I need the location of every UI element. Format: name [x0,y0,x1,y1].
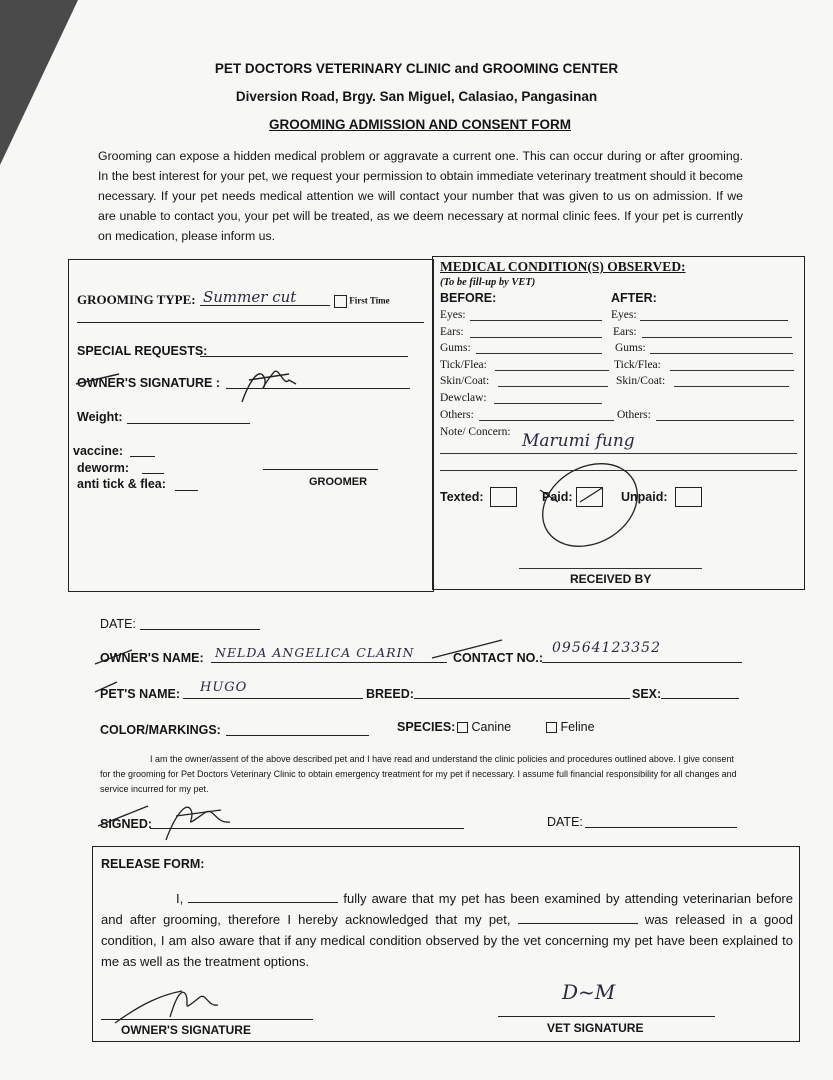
canine-checkbox[interactable] [457,722,468,733]
before-gums-label: Gums: [440,342,471,354]
after-ears-line[interactable] [642,337,792,338]
release-text-c: was released in a good condition, I am also aware that if any medical condition observed by the vet concerning my pet have been explained to me as well as the treatment options. [101,912,793,969]
vet-sig-line[interactable] [498,1016,715,1017]
medical-title: MEDICAL CONDITION(S) OBSERVED: [440,259,686,274]
breed-label: BREED: [366,687,414,701]
first-time-option[interactable] [334,295,390,308]
before-gums-line[interactable] [476,353,602,354]
deworm-line[interactable] [142,473,164,474]
clinic-address: Diversion Road, Brgy. San Miguel, Calasiao, Pangasinan [235,89,598,104]
feline-checkbox[interactable] [546,722,557,733]
received-by-line[interactable] [519,568,702,569]
vet-sig-label: VET SIGNATURE [547,1021,644,1035]
sex-line[interactable] [661,698,739,699]
release-pet-line[interactable] [518,911,638,924]
after-label: AFTER: [611,291,657,305]
clinic-name: PET DOCTORS VETERINARY CLINIC and GROOMING CENTER [214,61,619,76]
grooming-type-value[interactable]: Summer cut [203,288,297,306]
after-ears-label: Ears: [613,326,637,338]
canine-label: Canine [471,720,512,734]
vaccine-label: vaccine: [73,444,124,458]
pet-name-value[interactable]: HUGO [200,680,248,695]
owner-name-label: OWNER'S NAME: [100,651,204,665]
before-tickflea-line[interactable] [495,370,609,371]
after-skincoat-line[interactable] [674,386,789,387]
signed-scribble [96,798,246,848]
note-value[interactable]: Marumi fung [522,431,635,451]
before-skincoat-line[interactable] [498,386,608,387]
vet-initials: D~M [562,980,616,1004]
canine-option[interactable] [457,720,511,734]
after-eyes-label: Eyes: [611,309,637,321]
owner-signature-label: OWNER'S SIGNATURE : [77,376,221,390]
date-line[interactable] [140,629,260,630]
unpaid-label: Unpaid: [621,490,668,504]
scan-shadow [0,0,80,170]
feline-option[interactable] [546,720,595,734]
grooming-type-line [200,305,330,306]
date-label: DATE: [100,617,136,631]
before-dewclaw-label: Dewclaw: [440,392,487,404]
after-eyes-line[interactable] [640,320,788,321]
before-tickflea-label: Tick/Flea: [440,359,487,371]
after-tickflea-line[interactable] [670,370,794,371]
consent-text: I am the owner/assent of the above described pet and I have read and understand the clinic policies and procedures outlined above. I give consent for the grooming for Pet Doctors Veterinary Clinic to obtain emergency treatment for my pet if necessary. I assume full financial responsibility for all changes and service incurred for my pet. [100,754,737,794]
medical-subtitle: (To be fill-up by VET) [440,277,536,288]
unpaid-checkbox[interactable] [675,487,702,507]
color-label: COLOR/MARKINGS: [100,723,221,737]
consent-date-line[interactable] [585,827,737,828]
contact-line[interactable] [542,662,742,663]
form-title: GROOMING ADMISSION AND CONSENT FORM [269,117,571,132]
species-label: SPECIES: [397,720,456,734]
contact-value[interactable]: 09564123352 [552,640,661,656]
owner-signature-scribble [74,362,304,412]
contact-label: CONTACT NO.: [453,651,544,665]
anti-tick-label: anti tick & flea: [77,477,166,491]
intro-paragraph: Grooming can expose a hidden medical problem or aggravate a current one. This can occur during or after grooming. In the best interest for your pet, we request your permission to obtain immediate veterinary treatment should it become necessary. If your pet needs medical attention we will contact your number that was given to us on admission. If we are unable to contact you, your pet will be treated, as we deem necessary at normal clinic fees. If your pet is currently on medication, please inform us. [98,149,743,243]
pet-name-line[interactable] [183,698,363,699]
note-label: Note/ Concern: [440,426,511,438]
before-skincoat-label: Skin/Coat: [440,375,490,387]
texted-checkbox[interactable] [490,487,517,507]
first-time-label: First Time [349,295,390,306]
first-time-checkbox[interactable] [334,295,347,308]
before-dewclaw-line[interactable] [494,403,602,404]
before-eyes-line[interactable] [470,320,602,321]
grooming-box [68,259,434,592]
color-line[interactable] [226,735,369,736]
grooming-extra-line [77,322,424,323]
after-gums-line[interactable] [650,353,793,354]
feline-label: Feline [560,720,595,734]
breed-line[interactable] [414,698,630,699]
before-ears-label: Ears: [440,326,464,338]
after-skincoat-label: Skin/Coat: [616,375,666,387]
weight-line[interactable] [127,423,250,424]
special-requests-label: SPECIAL REQUESTS: [77,344,208,358]
release-title: RELEASE FORM: [101,857,205,871]
deworm-label: deworm: [77,461,130,475]
after-gums-label: Gums: [615,342,646,354]
release-owner-line[interactable] [188,890,338,903]
release-owner-sig-label: OWNER'S SIGNATURE [121,1023,251,1037]
vaccine-line[interactable] [130,456,155,457]
groomer-label: GROOMER [309,476,368,488]
consent-date-label: DATE: [547,815,583,829]
before-eyes-label: Eyes: [440,309,466,321]
before-label: BEFORE: [440,291,497,305]
special-requests-line[interactable] [200,356,408,357]
release-owner-sig-line[interactable] [101,1019,313,1020]
texted-label: Texted: [440,490,484,504]
after-tickflea-label: Tick/Flea: [614,359,661,371]
before-others-label: Others: [440,409,474,421]
paid-circle-mark [530,450,650,560]
release-text-b: fully aware that my pet has been examined by attending veterinarian before and after grooming, therefore I hereby acknowledged that my pet, [101,891,793,927]
pet-name-label: PET'S NAME: [100,687,181,701]
groomer-line[interactable] [263,469,378,470]
paid-label: Paid: [542,490,573,504]
weight-label: Weight: [77,410,123,424]
anti-tick-line[interactable] [175,490,198,491]
sex-label: SEX: [632,687,662,701]
release-paragraph [101,888,793,972]
release-i: I, [176,891,184,906]
owner-name-value[interactable]: NELDA ANGELICA CLARIN [215,645,415,660]
before-ears-line[interactable] [470,337,602,338]
grooming-type-label: GROOMING TYPE: [77,292,196,307]
after-others-line[interactable] [656,420,794,421]
before-others-line[interactable] [479,420,614,421]
received-by-label: RECEIVED BY [570,572,652,586]
signed-label: SIGNED: [100,817,153,831]
after-others-label: Others: [617,409,651,421]
